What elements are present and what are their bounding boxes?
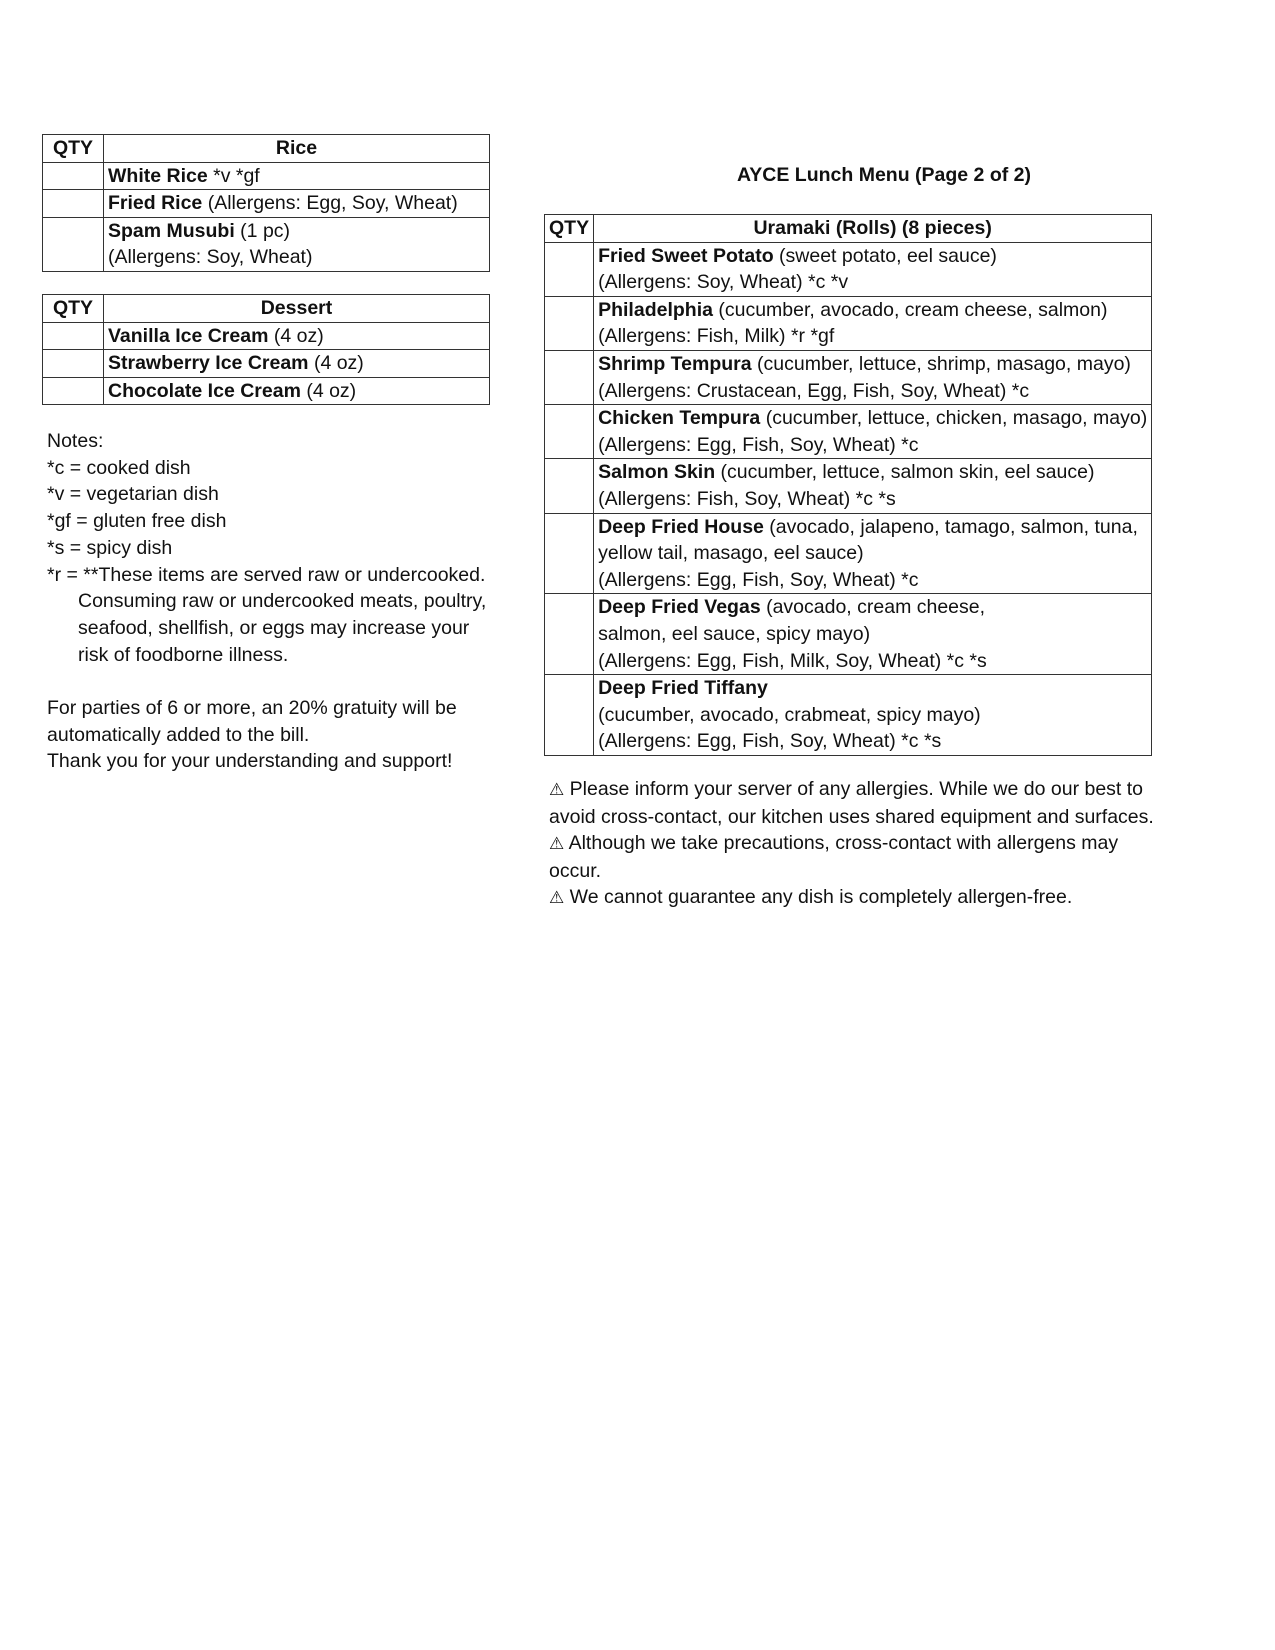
item-description	[104, 322, 490, 350]
item-name: Shrimp Tempura	[598, 352, 752, 375]
menu-item-row	[43, 377, 490, 405]
raw-warning-line: Consuming raw or undercooked meats, poultry,	[78, 590, 487, 613]
item-name: Deep Fried Vegas	[598, 596, 761, 619]
menu-item-row	[545, 513, 1152, 594]
item-description	[594, 594, 1152, 675]
item-details: (4 oz)	[300, 379, 357, 402]
menu-item-row	[43, 190, 490, 218]
item-detail-line: (Allergens: Egg, Fish, Soy, Wheat) *c	[598, 433, 919, 456]
qty-cell[interactable]	[545, 459, 594, 513]
item-details: (4 oz)	[268, 324, 324, 347]
item-name: Deep Fried Tiffany	[598, 677, 768, 700]
item-details: (1 pc)	[234, 219, 291, 242]
menu-item-row	[545, 594, 1152, 675]
legend-gf: *gf = gluten free dish	[47, 510, 227, 533]
menu-item-row	[43, 217, 490, 271]
item-details: (avocado, jalapeno, tamago, salmon, tuna,	[763, 515, 1138, 538]
gratuity-line: automatically added to the bill.	[47, 723, 310, 746]
menu-item-row	[545, 675, 1152, 756]
qty-cell[interactable]	[43, 322, 104, 350]
menu-item-row	[545, 296, 1152, 350]
dessert-table	[42, 294, 490, 405]
item-description	[594, 513, 1152, 594]
warning-text: We cannot guarantee any dish is completely allergen-free.	[569, 886, 1073, 909]
qty-header: QTY	[43, 135, 104, 163]
item-detail-line: (Allergens: Crustacean, Egg, Fish, Soy, Wheat) *c	[598, 379, 1030, 402]
legend-c: *c = cooked dish	[47, 456, 191, 479]
item-description	[104, 377, 490, 405]
item-detail-line: (Allergens: Soy, Wheat)	[108, 246, 313, 269]
thank-you-line: Thank you for your understanding and support!	[47, 750, 453, 773]
notes-heading: Notes:	[47, 430, 104, 452]
item-name: Philadelphia	[598, 298, 713, 321]
item-detail-line: (Allergens: Egg, Fish, Soy, Wheat) *c *s	[598, 730, 942, 753]
raw-warning-line: risk of foodborne illness.	[78, 643, 289, 666]
warning-text: avoid cross-contact, our kitchen uses shared equipment and surfaces.	[549, 805, 1154, 828]
qty-cell[interactable]	[43, 217, 104, 271]
notes-section	[47, 428, 507, 775]
qty-cell[interactable]	[43, 377, 104, 405]
warning-text: Although we take precautions, cross-contact with allergens may occur.	[549, 832, 1119, 882]
menu-item-row	[545, 459, 1152, 513]
qty-cell[interactable]	[545, 296, 594, 350]
menu-item-row	[43, 162, 490, 190]
item-details: (Allergens: Egg, Soy, Wheat)	[202, 192, 458, 215]
item-detail-line: salmon, eel sauce, spicy mayo)	[598, 622, 871, 645]
qty-cell[interactable]	[545, 675, 594, 756]
item-detail-line: (cucumber, avocado, crabmeat, spicy mayo)	[598, 703, 981, 726]
item-name: Chicken Tempura	[598, 407, 761, 430]
item-detail-line: (Allergens: Soy, Wheat) *c *v	[598, 271, 849, 294]
warning-icon: ⚠	[549, 780, 565, 799]
section-header: Rice	[104, 135, 490, 163]
rice-table	[42, 134, 490, 272]
raw-warning-line: seafood, shellfish, or eggs may increase your	[78, 616, 470, 639]
item-description	[104, 190, 490, 218]
menu-item-row	[43, 322, 490, 350]
item-detail-line: (Allergens: Egg, Fish, Milk, Soy, Wheat) *c *s	[598, 649, 987, 672]
page-title: AYCE Lunch Menu (Page 2 of 2)	[737, 164, 1031, 186]
item-name: Spam Musubi	[108, 219, 235, 242]
warning-line	[549, 804, 1169, 831]
item-description	[104, 217, 490, 271]
item-name: Fried Sweet Potato	[598, 244, 774, 267]
item-name: Fried Rice	[108, 192, 203, 215]
item-description	[104, 350, 490, 378]
section-header: Dessert	[104, 295, 490, 323]
item-description	[594, 405, 1152, 459]
qty-cell[interactable]	[545, 350, 594, 404]
qty-cell[interactable]	[43, 162, 104, 190]
item-detail-line: (Allergens: Egg, Fish, Soy, Wheat) *c	[598, 568, 919, 591]
warning-line	[549, 776, 1169, 804]
item-description	[594, 242, 1152, 296]
warning-text: Please inform your server of any allergies. While we do our best to	[569, 778, 1144, 800]
menu-item-row	[43, 350, 490, 378]
qty-header: QTY	[43, 295, 104, 323]
item-details: (cucumber, lettuce, chicken, masago, mayo)	[760, 407, 1148, 430]
item-name: Chocolate Ice Cream	[108, 379, 301, 402]
item-detail-line: yellow tail, masago, eel sauce)	[598, 542, 864, 565]
legend-s: *s = spicy dish	[47, 536, 173, 559]
item-details: (cucumber, lettuce, shrimp, masago, mayo)	[751, 352, 1131, 375]
qty-cell[interactable]	[545, 594, 594, 675]
menu-item-row	[545, 405, 1152, 459]
item-name: Strawberry Ice Cream	[108, 352, 309, 375]
warning-line	[549, 830, 1169, 884]
item-detail-line: (Allergens: Fish, Soy, Wheat) *c *s	[598, 487, 896, 510]
qty-cell[interactable]	[43, 350, 104, 378]
warning-icon: ⚠	[549, 834, 565, 854]
qty-cell[interactable]	[545, 513, 594, 594]
legend-v: *v = vegetarian dish	[47, 483, 219, 506]
item-description	[594, 675, 1152, 756]
warning-line	[549, 884, 1169, 912]
item-name: White Rice	[108, 164, 208, 187]
legend-r: *r = **These items are served raw or undercooked.	[47, 563, 486, 586]
qty-header: QTY	[545, 215, 594, 243]
menu-item-row	[545, 242, 1152, 296]
item-detail-line: (Allergens: Fish, Milk) *r *gf	[598, 325, 835, 348]
item-details: *v *gf	[207, 164, 260, 187]
uramaki-table	[544, 214, 1152, 756]
item-description	[594, 296, 1152, 350]
item-details: (4 oz)	[308, 352, 364, 375]
item-name: Deep Fried House	[598, 515, 764, 538]
item-details: (cucumber, lettuce, salmon skin, eel sauce)	[715, 461, 1095, 484]
item-details: (cucumber, avocado, cream cheese, salmon)	[712, 298, 1108, 321]
qty-cell[interactable]	[545, 405, 594, 459]
item-description	[594, 350, 1152, 404]
warning-icon: ⚠	[549, 888, 565, 908]
item-description	[104, 162, 490, 190]
gratuity-line: For parties of 6 or more, an 20% gratuity will be	[47, 697, 457, 720]
item-name: Vanilla Ice Cream	[108, 324, 269, 347]
item-name: Salmon Skin	[598, 461, 716, 484]
allergy-warnings	[549, 776, 1169, 912]
menu-item-row	[545, 350, 1152, 404]
section-header: Uramaki (Rolls) (8 pieces)	[594, 215, 1152, 243]
qty-cell[interactable]	[545, 242, 594, 296]
item-description	[594, 459, 1152, 513]
item-details: (avocado, cream cheese,	[760, 596, 986, 619]
item-details: (sweet potato, eel sauce)	[773, 244, 997, 267]
qty-cell[interactable]	[43, 190, 104, 218]
